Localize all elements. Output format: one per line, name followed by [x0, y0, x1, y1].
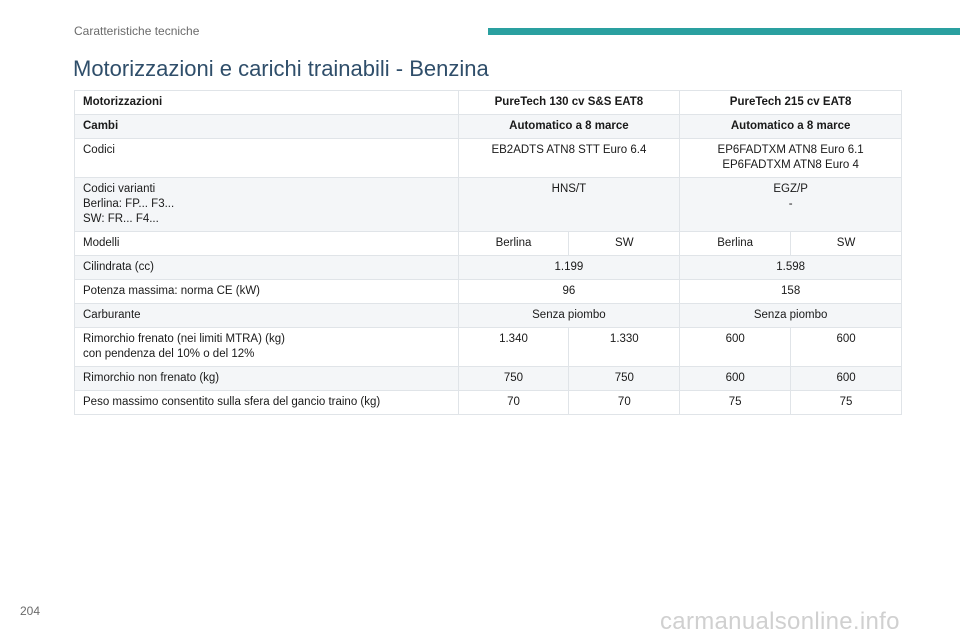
table-cell: Senza piombo [680, 304, 902, 328]
table-row-modelli [75, 232, 902, 256]
table-row-cilindrata [75, 256, 902, 280]
row-label: Rimorchio non frenato (kg) [75, 367, 459, 391]
header-accent-bar [488, 28, 960, 35]
specs-table [74, 90, 902, 415]
table-row-motorizzazioni [75, 91, 902, 115]
table-cell: 70 [569, 391, 680, 415]
table-cell: 70 [458, 391, 569, 415]
table-row-rimorchio-frenato [75, 328, 902, 367]
row-label: Cilindrata (cc) [75, 256, 459, 280]
table-cell: 750 [569, 367, 680, 391]
row-label: Potenza massima: norma CE (kW) [75, 280, 459, 304]
table-cell: 96 [458, 280, 680, 304]
table-row-codici-varianti [75, 178, 902, 232]
table-row-cambi [75, 115, 902, 139]
watermark: carmanualsonline.info [660, 608, 900, 635]
table-cell: EGZ/P - [680, 178, 902, 232]
table-cell: 1.340 [458, 328, 569, 367]
page-title: Motorizzazioni e carichi trainabili - Benzina [73, 56, 489, 81]
table-cell: Senza piombo [458, 304, 680, 328]
section-label: Caratteristiche tecniche [74, 24, 200, 38]
table-cell: Berlina [680, 232, 791, 256]
engine2-header: PureTech 215 cv EAT8 [680, 91, 902, 115]
table-row-peso-sfera [75, 391, 902, 415]
table-row-codici [75, 139, 902, 178]
page-number: 204 [20, 604, 41, 618]
row-label: Carburante [75, 304, 459, 328]
table-cell: 75 [791, 391, 902, 415]
table-cell: 600 [680, 328, 791, 367]
table-cell: SW [569, 232, 680, 256]
table-cell: 75 [680, 391, 791, 415]
table-cell: EB2ADTS ATN8 STT Euro 6.4 [458, 139, 680, 178]
table-cell: Automatico a 8 marce [680, 115, 902, 139]
table-cell: SW [791, 232, 902, 256]
table-cell: 750 [458, 367, 569, 391]
table-cell: 600 [680, 367, 791, 391]
row-label: Codici varianti Berlina: FP... F3... SW: FR... F4... [75, 178, 459, 232]
table-cell: HNS/T [458, 178, 680, 232]
row-label: Cambi [75, 115, 459, 139]
table-row-carburante [75, 304, 902, 328]
row-label: Peso massimo consentito sulla sfera del gancio traino (kg) [75, 391, 459, 415]
table-cell: 1.199 [458, 256, 680, 280]
row-label: Modelli [75, 232, 459, 256]
table-cell: Berlina [458, 232, 569, 256]
table-cell: 600 [791, 328, 902, 367]
engine1-header: PureTech 130 cv S&S EAT8 [458, 91, 680, 115]
row-label: Motorizzazioni [75, 91, 459, 115]
table-cell: EP6FADTXM ATN8 Euro 6.1 EP6FADTXM ATN8 Euro 4 [680, 139, 902, 178]
table-row-potenza [75, 280, 902, 304]
table-cell: 600 [791, 367, 902, 391]
table-cell: 158 [680, 280, 902, 304]
table-cell: Automatico a 8 marce [458, 115, 680, 139]
table-row-rimorchio-non-frenato [75, 367, 902, 391]
row-label: Rimorchio frenato (nei limiti MTRA) (kg) con pendenza del 10% o del 12% [75, 328, 459, 367]
table-cell: 1.330 [569, 328, 680, 367]
table-cell: 1.598 [680, 256, 902, 280]
row-label: Codici [75, 139, 459, 178]
